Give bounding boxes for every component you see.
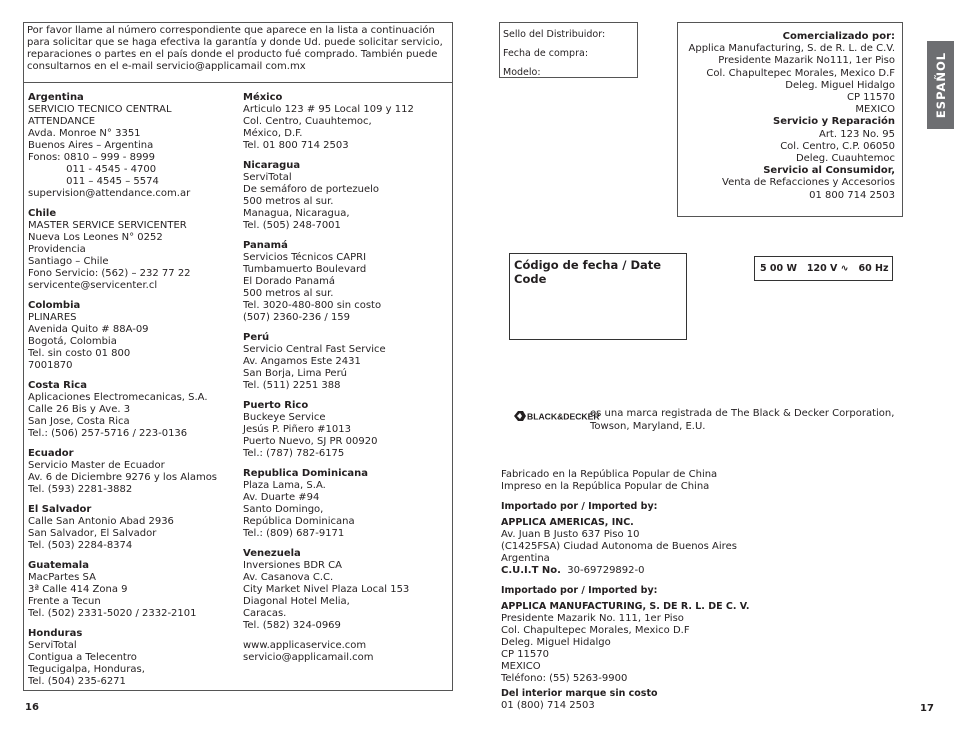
importer-1 [501, 501, 737, 577]
text-line: Col. Chapultepec Morales, Mexico D.F [501, 625, 690, 636]
date-code-label: Código de fecha / Date Code [514, 258, 662, 286]
entry-line: Plaza Lama, S.A. [243, 480, 326, 491]
entry-line: Tel. (502) 2331-5020 / 2332-2101 [28, 608, 197, 619]
text-line: Av. Juan B Justo 637 Piso 10 [501, 529, 640, 540]
entry-line: 500 metros al sur. [243, 288, 334, 299]
svg-text:BLACK&DECKER: BLACK&DECKER [527, 411, 600, 422]
service-entry [243, 240, 448, 324]
entry-line: Inversiones BDR CA [243, 560, 342, 571]
divider [23, 82, 453, 83]
service-entry [243, 160, 448, 232]
entry-line: Santiago – Chile [28, 256, 109, 267]
trademark-text: es una marca registrada de The Black & Decker Corporation, Towson, Maryland, E.U. [590, 408, 895, 432]
text-line: Presidente Mazarik No. 111, 1er Piso [501, 613, 684, 624]
text-line: Presidente Mazarik No111, 1er Piso [718, 55, 895, 67]
importer-2 [501, 585, 750, 712]
entry-line: 7001870 [28, 360, 73, 371]
distributor-box [499, 22, 638, 78]
language-tab [927, 41, 954, 129]
country-name: Colombia [28, 300, 81, 311]
service-entry [28, 448, 233, 496]
text-line: (C1425FSA) Ciudad Autonoma de Buenos Aires [501, 541, 737, 552]
commercial-lines [678, 43, 895, 116]
country-name: Chile [28, 208, 57, 219]
importer-2-address [501, 613, 750, 685]
entry-line: Calle San Antonio Abad 2936 [28, 516, 174, 527]
importer-1-name: APPLICA AMERICAS, INC. [501, 517, 634, 528]
entry-line: Tel. (504) 235-6271 [28, 676, 126, 687]
country-name: Honduras [28, 628, 83, 639]
entry-line: Tel. 3020-480-800 sin costo [243, 300, 382, 311]
made-in-line: Fabricado en la República Popular de China [501, 469, 718, 480]
entry-line: Contigua a Telecentro [28, 652, 137, 663]
entry-line: Av. Duarte #94 [243, 492, 320, 503]
entry-line: Puerto Nuevo, SJ PR 00920 [243, 436, 378, 447]
entry-line: Fono Servicio: (562) – 232 77 22 [28, 268, 191, 279]
entry-line: ServiTotal [243, 172, 292, 183]
text-line: Argentina [501, 553, 550, 564]
country-name: Ecuador [28, 448, 74, 459]
text-line: Art. 123 No. 95 [818, 128, 895, 140]
page-number-right: 17 [920, 703, 934, 714]
entry-line: El Dorado Panamá [243, 276, 336, 287]
entry-line: Servicios Técnicos CAPRI [243, 252, 367, 263]
text-line: Teléfono: (55) 5263-9900 [501, 673, 628, 684]
entry-line: MASTER SERVICE SERVICENTER [28, 220, 187, 231]
consumer-lines [678, 177, 895, 201]
entry-line: SERVICIO TECNICO CENTRAL [28, 104, 172, 115]
text-line: Deleg. Miguel Hidalgo [785, 79, 895, 91]
service-entry [28, 628, 233, 688]
text-line: Venta de Refacciones y Accesorios [722, 177, 895, 189]
entry-line: De semáforo de portezuelo [243, 184, 380, 195]
text-line: Deleg. Miguel Hidalgo [501, 637, 611, 648]
text-line: Deleg. Cuauhtemoc [795, 153, 895, 165]
commercial-box [677, 22, 903, 217]
entry-line: Aplicaciones Electromecanicas, S.A. [28, 392, 208, 403]
service-lines [678, 129, 895, 166]
country-name: Puerto Rico [243, 400, 309, 411]
interior-number: 01 (800) 714 2503 [501, 700, 595, 711]
ratings-box: 5 00 W 120 V ∿ 60 Hz [754, 256, 893, 281]
entry-line: Buckeye Service [243, 412, 326, 423]
printed-in-line: Impreso en la República Popular de China [501, 481, 710, 492]
made-in-block [501, 469, 717, 493]
text-line: 01 800 714 2503 [809, 189, 895, 201]
text-line: MEXICO [501, 661, 541, 672]
country-name: Panamá [243, 240, 288, 251]
entry-line: (507) 2360-236 / 159 [243, 312, 351, 323]
entry-line: Av. Angamos Este 2431 [243, 356, 361, 367]
entry-line: MacPartes SA [28, 572, 96, 583]
commercial-title: Comercializado por: [782, 31, 895, 42]
service-entry [28, 208, 233, 292]
entry-line: Diagonal Hotel Melia, [243, 596, 350, 607]
intro-text: Por favor llame al número correspondiente que aparece en la lista a continuación para solicitar que se haga efectiva la garantía y donde Ud. puede solicitar servicio, reparaciones o partes en el país donde el producto fué comprado. También puede consultarnos en el e-mail servicio@applicamail com.mx [27, 25, 443, 72]
entry-line: 500 metros al sur. [243, 196, 334, 207]
entry-line: servicio@applicamail.com [243, 652, 374, 663]
importer-1-label: Importado por / Imported by: [501, 501, 658, 512]
entry-line: Tel. (511) 2251 388 [243, 380, 341, 391]
text-line: MEXICO [855, 104, 895, 116]
country-name: Perú [243, 332, 270, 343]
entry-line: Caracas. [243, 608, 287, 619]
entry-line: Tegucigalpa, Honduras, [28, 664, 145, 675]
entry-line: 3ª Calle 414 Zona 9 [28, 584, 128, 595]
entry-line: San Borja, Lima Perú [243, 368, 348, 379]
entry-line: República Dominicana [243, 516, 355, 527]
entry-line: San Jose, Costa Rica [28, 416, 130, 427]
entry-line: Calle 26 Bis y Ave. 3 [28, 404, 131, 415]
entry-line: supervision@attendance.com.ar [28, 188, 191, 199]
black-decker-logo [514, 410, 600, 422]
cuit-label: C.U.I.T No. [501, 565, 561, 576]
interior-label: Del interior marque sin costo [501, 688, 658, 699]
service-entry [28, 504, 233, 552]
entry-line: Tel.: (787) 782-6175 [243, 448, 345, 459]
country-name: Guatemala [28, 560, 89, 571]
entry-line: Servicio Master de Ecuador [28, 460, 165, 471]
consumer-title: Servicio al Consumidor, [763, 165, 895, 177]
service-entry [243, 640, 448, 664]
country-name: Venezuela [243, 548, 301, 559]
service-entry [243, 548, 448, 632]
entry-line: servicente@servicenter.cl [28, 280, 158, 291]
entry-line: Avda. Monroe N° 3351 [28, 128, 141, 139]
entry-line: Nueva Los Leones N° 0252 [28, 232, 163, 243]
country-name: Costa Rica [28, 380, 87, 391]
text-line: CP 11570 [501, 649, 550, 660]
entry-line: Av. 6 de Diciembre 9276 y los Alamos [28, 472, 218, 483]
date-code-box [509, 253, 687, 340]
text-line: Col. Centro, C.P. 06050 [780, 140, 895, 152]
distributor-seal-label: Sello del Distribuidor: [503, 29, 606, 40]
cuit-line [501, 565, 737, 577]
page-number-left: 16 [25, 702, 39, 713]
service-entry [28, 560, 233, 620]
entry-line: México, D.F. [243, 128, 303, 139]
language-tab-label: ESPAÑOL [933, 51, 948, 119]
entry-line: Tel. 01 800 714 2503 [243, 140, 349, 151]
entry-line: Avenida Quito # 88A-09 [28, 324, 149, 335]
entry-line: Tel. sin costo 01 800 [28, 348, 131, 359]
entry-line: 011 – 4545 – 5574 [28, 176, 159, 187]
entry-line: ServiTotal [28, 640, 77, 651]
entry-line: Bogotá, Colombia [28, 336, 117, 347]
service-entry [243, 332, 448, 392]
entry-line: Frente a Tecun [28, 596, 101, 607]
importer-1-address [501, 529, 737, 565]
entry-line: Tel. (503) 2284-8374 [28, 540, 133, 551]
service-entry [28, 380, 233, 440]
country-name: Republica Dominicana [243, 468, 369, 479]
entry-line: Jesús P. Piñero #1013 [243, 424, 351, 435]
service-title: Servicio y Reparación [773, 116, 895, 128]
model-label: Modelo: [503, 67, 541, 78]
entry-line: Santo Domingo, [243, 504, 324, 515]
importer-2-label: Importado por / Imported by: [501, 585, 658, 596]
service-entry [28, 92, 233, 200]
purchase-date-label: Fecha de compra: [503, 48, 589, 59]
entry-line: Tel. (582) 324-0969 [243, 620, 341, 631]
entry-line: Tel.: (506) 257-5716 / 223-0136 [28, 428, 188, 439]
entry-line: PLINARES [28, 312, 77, 323]
entry-line: Fonos: 0810 – 999 - 8999 [28, 152, 156, 163]
text-line: CP 11570 [846, 92, 895, 104]
service-column-1 [28, 92, 233, 696]
service-entry [243, 468, 448, 540]
entry-line: City Market Nivel Plaza Local 153 [243, 584, 410, 595]
entry-line: San Salvador, El Salvador [28, 528, 157, 539]
entry-line: Managua, Nicaragua, [243, 208, 350, 219]
entry-line: www.applicaservice.com [243, 640, 367, 651]
country-name: México [243, 92, 283, 103]
importer-2-name: APPLICA MANUFACTURING, S. DE R. L. DE C. V. [501, 601, 750, 612]
entry-line: Providencia [28, 244, 86, 255]
service-entry [28, 300, 233, 372]
country-name: Argentina [28, 92, 84, 103]
entry-line: 011 - 4545 - 4700 [28, 164, 157, 175]
service-entry [243, 400, 448, 460]
country-name: El Salvador [28, 504, 92, 515]
entry-line: Articulo 123 # 95 Local 109 y 112 [243, 104, 414, 115]
country-name: Nicaragua [243, 160, 301, 171]
text-line: Col. Chapultepec Morales, Mexico D.F [706, 67, 895, 79]
entry-line: Servicio Central Fast Service [243, 344, 386, 355]
cuit-value: 30-69729892-0 [567, 565, 645, 576]
entry-line: Tumbamuerto Boulevard [243, 264, 367, 275]
entry-line: ATTENDANCE [28, 116, 96, 127]
text-line: Applica Manufacturing, S. de R. L. de C.V. [688, 43, 895, 55]
entry-line: Tel. (505) 248-7001 [243, 220, 341, 231]
service-entry [243, 92, 448, 152]
entry-line: Buenos Aires – Argentina [28, 140, 154, 151]
entry-line: Tel. (593) 2281-3882 [28, 484, 133, 495]
entry-line: Col. Centro, Cuauhtemoc, [243, 116, 372, 127]
service-column-2 [243, 92, 448, 672]
entry-line: Tel.: (809) 687-9171 [243, 528, 345, 539]
entry-line: Av. Casanova C.C. [243, 572, 334, 583]
